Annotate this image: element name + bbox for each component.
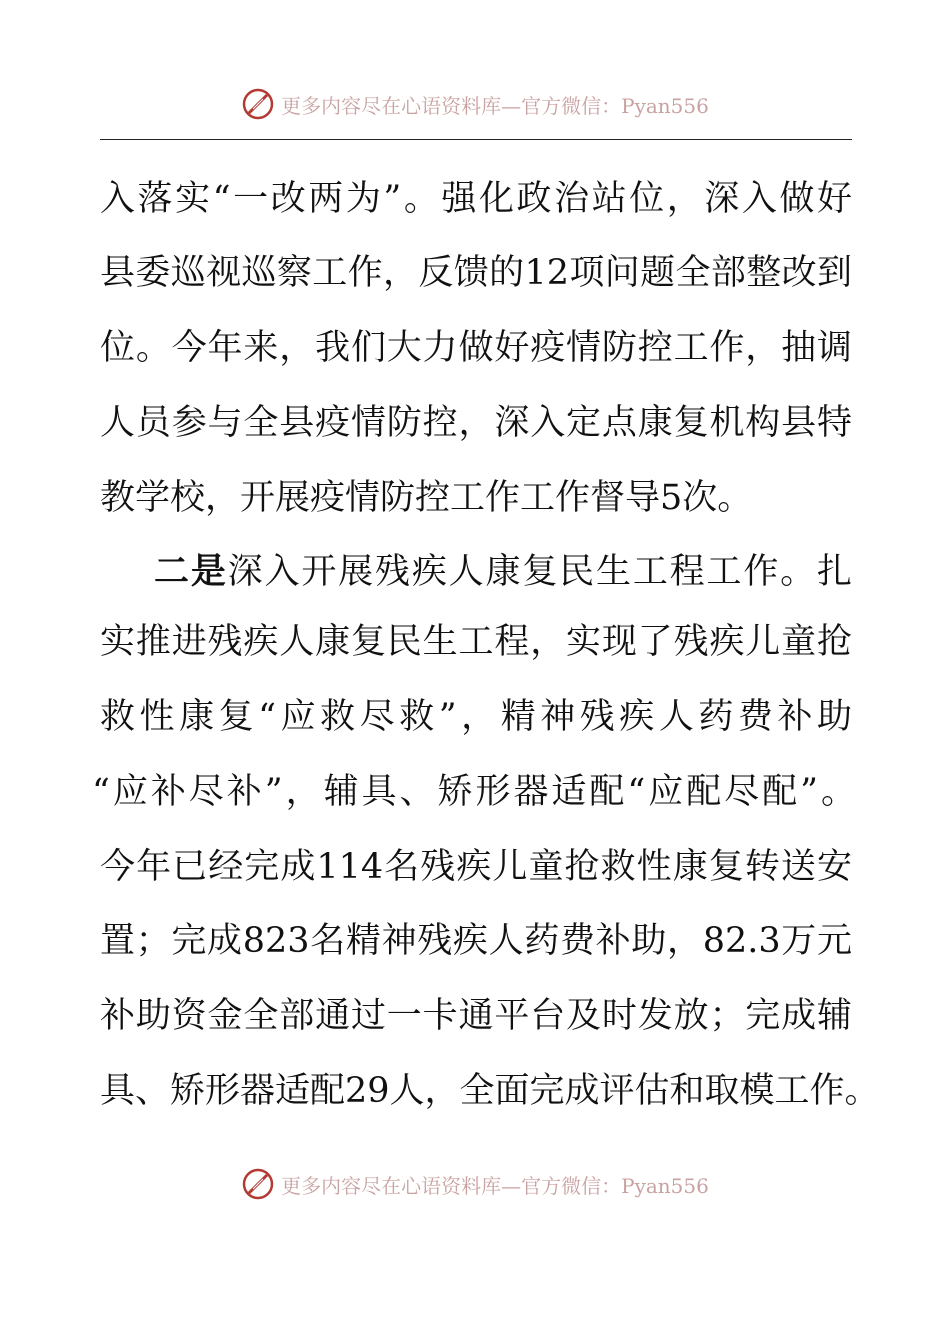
text-line-6: 深入开展残疾人康复民生工程工作。扎 bbox=[227, 552, 852, 592]
footer-watermark bbox=[0, 1164, 950, 1204]
header-watermark bbox=[0, 84, 950, 124]
text-line-12: 补助资金全部通过一卡通平台及时发放；完成辅 bbox=[100, 996, 852, 1036]
text-line-3: 位。今年来，我们大力做好疫情防控工作，抽调 bbox=[100, 328, 852, 368]
paragraph-lead: 二是 bbox=[154, 551, 228, 592]
text-line-11: 置；完成823名精神残疾人药费补助，82.3万元 bbox=[100, 921, 852, 961]
text-line-2: 县委巡视巡察工作，反馈的12项问题全部整改到 bbox=[100, 253, 852, 293]
paragraph-2-first-line bbox=[154, 548, 852, 596]
footer-watermark-text: 更多内容尽在心语资料库—官方微信：Pyan556 bbox=[281, 1173, 709, 1198]
header-watermark-text: 更多内容尽在心语资料库—官方微信：Pyan556 bbox=[281, 93, 709, 118]
text-line-1: 入落实“一改两为”。强化政治站位，深入做好 bbox=[100, 179, 852, 219]
text-line-4: 人员参与全县疫情防控，深入定点康复机构县特 bbox=[100, 403, 852, 443]
text-line-10: 今年已经完成114名残疾儿童抢救性康复转送安 bbox=[100, 847, 852, 887]
header-rule bbox=[100, 139, 852, 140]
quill-logo-icon bbox=[241, 87, 275, 121]
text-line-7: 实推进残疾人康复民生工程，实现了残疾儿童抢 bbox=[100, 622, 852, 662]
quill-logo-icon bbox=[241, 1167, 275, 1201]
text-line-5: 教学校，开展疫情防控工作工作督导5次。 bbox=[100, 478, 753, 518]
text-line-9: “应补尽补”，辅具、矫形器适配“应配尽配”。 bbox=[92, 772, 856, 812]
text-line-13: 具、矫形器适配29人，全面完成评估和取模工作。 bbox=[100, 1071, 880, 1111]
text-line-8: 救性康复“应救尽救”，精神残疾人药费补助 bbox=[100, 697, 852, 737]
